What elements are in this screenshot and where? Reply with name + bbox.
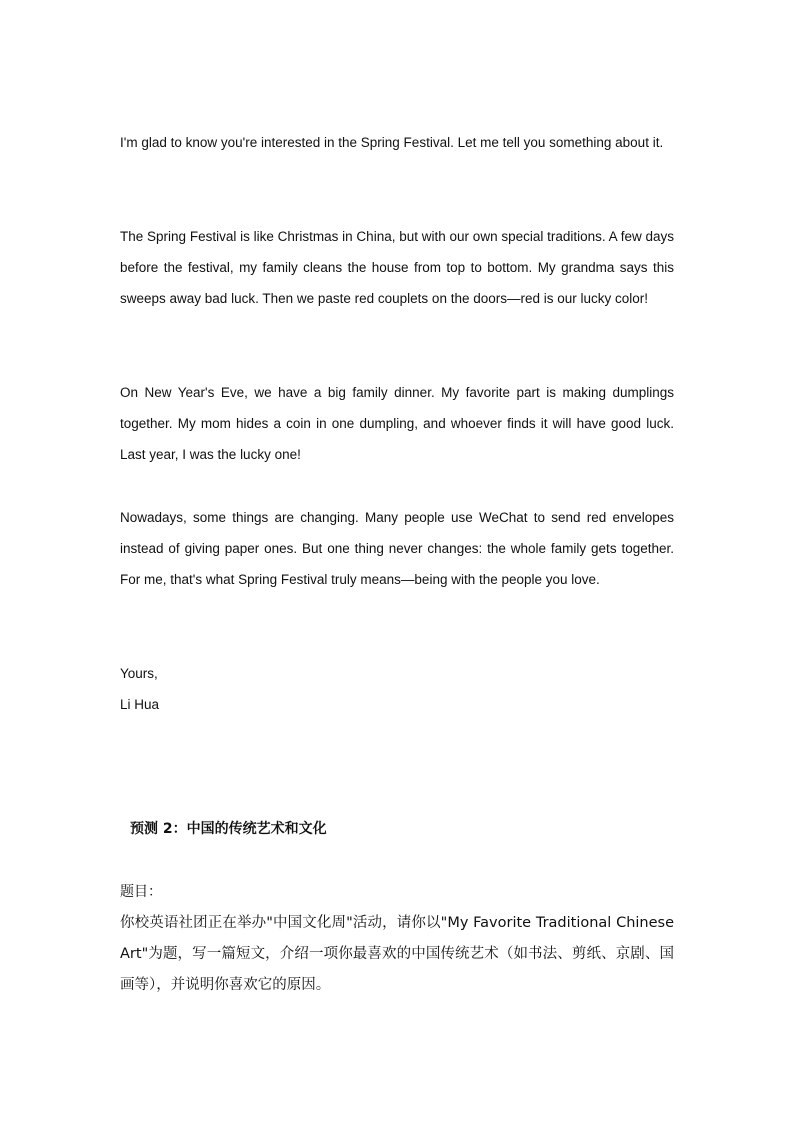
topic-label: 题目： bbox=[120, 884, 162, 900]
letter-paragraph-1: I'm glad to know you're interested in the Spring Festival. Let me tell you something about it. bbox=[120, 135, 664, 150]
letter-closing: Yours, bbox=[120, 666, 158, 681]
writing-prompt: 你校英语社团正在举办"中国文化周"活动，请你以"My Favorite Traditional Chinese Art"为题，写一篇短文，介绍一项你最喜欢的中国传统艺术（如书法、剪纸、京剧、国画等），并说明你喜欢它的原因。 bbox=[120, 915, 674, 993]
letter-paragraph-2: The Spring Festival is like Christmas in China, but with our own special traditions. A few days before the festival, my family cleans the house from top to bottom. My grandma says this sweeps away bad luck. Then we paste red couplets on the doors—red is our lucky color! bbox=[120, 229, 674, 306]
letter-paragraph-4: Nowadays, some things are changing. Many people use WeChat to send red envelopes instead of giving paper ones. But one thing never changes: the whole family gets together. For me, that's what Spring Festival truly means—being with the people you love. bbox=[120, 510, 674, 587]
letter-paragraph-3: On New Year's Eve, we have a big family dinner. My favorite part is making dumplings together. My mom hides a coin in one dumpling, and whoever finds it will have good luck. Last year, I was the lucky one! bbox=[120, 385, 674, 462]
section-heading: 预测 2：中国的传统艺术和文化 bbox=[130, 821, 327, 837]
letter-signature: Li Hua bbox=[120, 697, 160, 712]
